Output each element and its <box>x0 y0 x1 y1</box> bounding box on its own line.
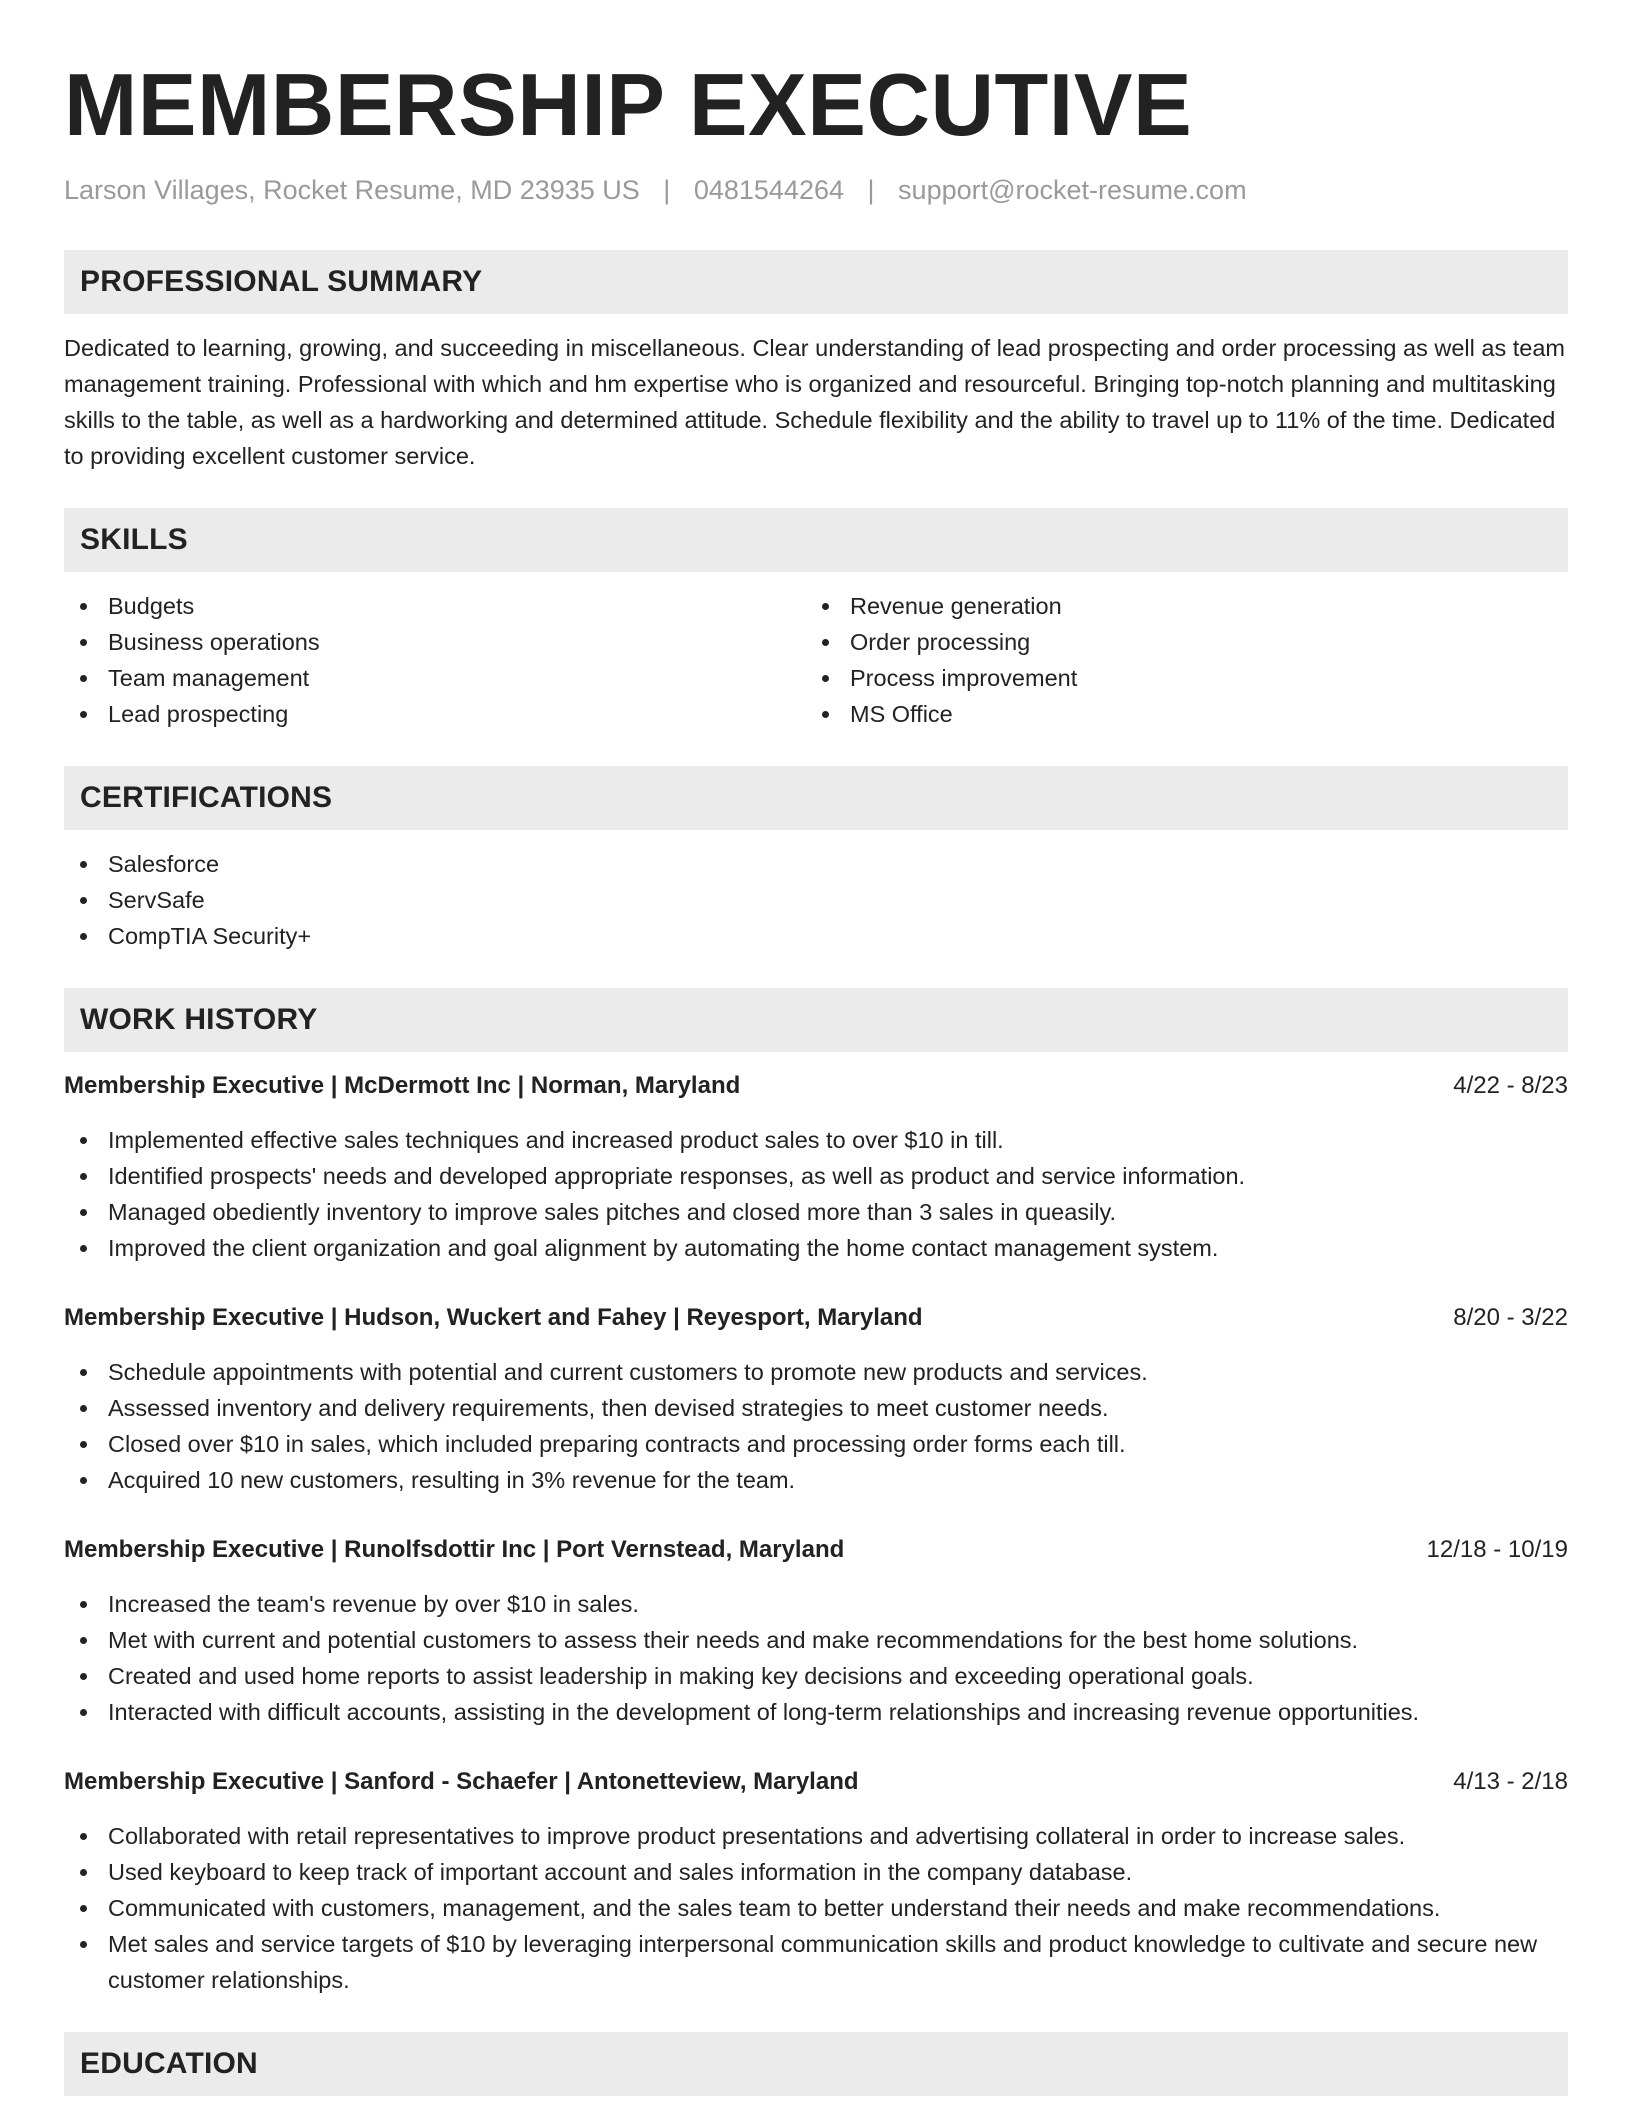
section-header-education: EDUCATION <box>64 2032 1568 2096</box>
certification-item: ServSafe <box>64 882 1568 918</box>
job-dates: 12/18 - 10/19 <box>1426 1536 1568 1563</box>
skill-item: Business operations <box>64 624 806 660</box>
job-header <box>64 1532 1568 1568</box>
job-bullet: Assessed inventory and delivery requirements, then devised strategies to meet customer needs. <box>64 1390 1568 1426</box>
skill-item: Team management <box>64 660 806 696</box>
job-bullet: Closed over $10 in sales, which included preparing contracts and processing order forms each till. <box>64 1426 1568 1462</box>
job-bullet: Schedule appointments with potential and current customers to promote new products and services. <box>64 1354 1568 1390</box>
job-bullet: Met sales and service targets of $10 by leveraging interpersonal communication skills and product knowledge to cultivate and secure new customer relationships. <box>64 1926 1568 1998</box>
certification-item: CompTIA Security+ <box>64 918 1568 954</box>
skills-column-right <box>806 588 1548 732</box>
contact-phone: 0481544264 <box>693 175 844 205</box>
skill-item: Lead prospecting <box>64 696 806 732</box>
contact-separator: | <box>663 175 671 205</box>
certification-item: Salesforce <box>64 846 1568 882</box>
job-bullet: Interacted with difficult accounts, assisting in the development of long-term relationships and increasing revenue opportunities. <box>64 1694 1568 1730</box>
summary-text: Dedicated to learning, growing, and succeeding in miscellaneous. Clear understanding of lead prospecting and order processing as well as team management training. Professional with which and hm expertise who is organized and resourceful. Bringing top-notch planning and multitasking skills to the table, as well as a hardworking and determined attitude. Schedule flexibility and the ability to travel up to 11% of the time. Dedicated to providing excellent customer service. <box>64 335 1565 469</box>
job-title: Membership Executive | Sanford - Schaefer | Antonetteview, Maryland <box>64 1768 859 1795</box>
job-bullets <box>64 1354 1568 1498</box>
job-bullet: Implemented effective sales techniques and increased product sales to over $10 in till. <box>64 1122 1568 1158</box>
skills-list <box>64 588 1568 732</box>
job-bullet: Managed obediently inventory to improve sales pitches and closed more than 3 sales in queasily. <box>64 1194 1568 1230</box>
job-entry <box>64 1764 1568 1998</box>
job-dates: 8/20 - 3/22 <box>1453 1304 1568 1331</box>
job-bullet: Identified prospects' needs and developed appropriate responses, as well as product and service information. <box>64 1158 1568 1194</box>
section-header-certifications: CERTIFICATIONS <box>64 766 1568 830</box>
contact-line <box>64 172 1568 208</box>
job-bullets <box>64 1818 1568 1998</box>
contact-address: Larson Villages, Rocket Resume, MD 23935 US <box>64 175 640 205</box>
section-header-work-history: WORK HISTORY <box>64 988 1568 1052</box>
job-entry <box>64 1532 1568 1730</box>
job-bullet: Acquired 10 new customers, resulting in 3% revenue for the team. <box>64 1462 1568 1498</box>
candidate-name: MEMBERSHIP EXECUTIVE <box>64 55 1193 154</box>
section-header-summary: PROFESSIONAL SUMMARY <box>64 250 1568 314</box>
job-bullet: Used keyboard to keep track of important account and sales information in the company database. <box>64 1854 1568 1890</box>
skill-item: Order processing <box>806 624 1548 660</box>
job-title: Membership Executive | McDermott Inc | Norman, Maryland <box>64 1072 741 1099</box>
job-bullets <box>64 1586 1568 1730</box>
job-entry <box>64 1300 1568 1498</box>
job-bullet: Improved the client organization and goal alignment by automating the home contact management system. <box>64 1230 1568 1266</box>
skill-item: Budgets <box>64 588 806 624</box>
job-header <box>64 1764 1568 1800</box>
skill-item: Revenue generation <box>806 588 1548 624</box>
job-header <box>64 1068 1568 1104</box>
contact-email: support@rocket-resume.com <box>898 175 1247 205</box>
skill-item: Process improvement <box>806 660 1548 696</box>
skills-column-left <box>64 588 806 732</box>
job-bullet: Created and used home reports to assist leadership in making key decisions and exceeding operational goals. <box>64 1658 1568 1694</box>
job-bullet: Collaborated with retail representatives to improve product presentations and advertising collateral in order to increase sales. <box>64 1818 1568 1854</box>
resume-page <box>64 50 1568 2096</box>
job-dates: 4/13 - 2/18 <box>1453 1768 1568 1795</box>
job-title: Membership Executive | Runolfsdottir Inc | Port Vernstead, Maryland <box>64 1536 845 1563</box>
job-bullet: Communicated with customers, management, and the sales team to better understand their needs and make recommendations. <box>64 1890 1568 1926</box>
job-bullets <box>64 1122 1568 1266</box>
job-bullet: Met with current and potential customers to assess their needs and make recommendations for the best home solutions. <box>64 1622 1568 1658</box>
job-title: Membership Executive | Hudson, Wuckert and Fahey | Reyesport, Maryland <box>64 1304 923 1331</box>
contact-separator: | <box>867 175 875 205</box>
job-header <box>64 1300 1568 1336</box>
certifications-list <box>64 846 1568 954</box>
job-entry <box>64 1068 1568 1266</box>
skill-item: MS Office <box>806 696 1548 732</box>
section-header-skills: SKILLS <box>64 508 1568 572</box>
job-dates: 4/22 - 8/23 <box>1453 1072 1568 1099</box>
job-bullet: Increased the team's revenue by over $10 in sales. <box>64 1586 1568 1622</box>
